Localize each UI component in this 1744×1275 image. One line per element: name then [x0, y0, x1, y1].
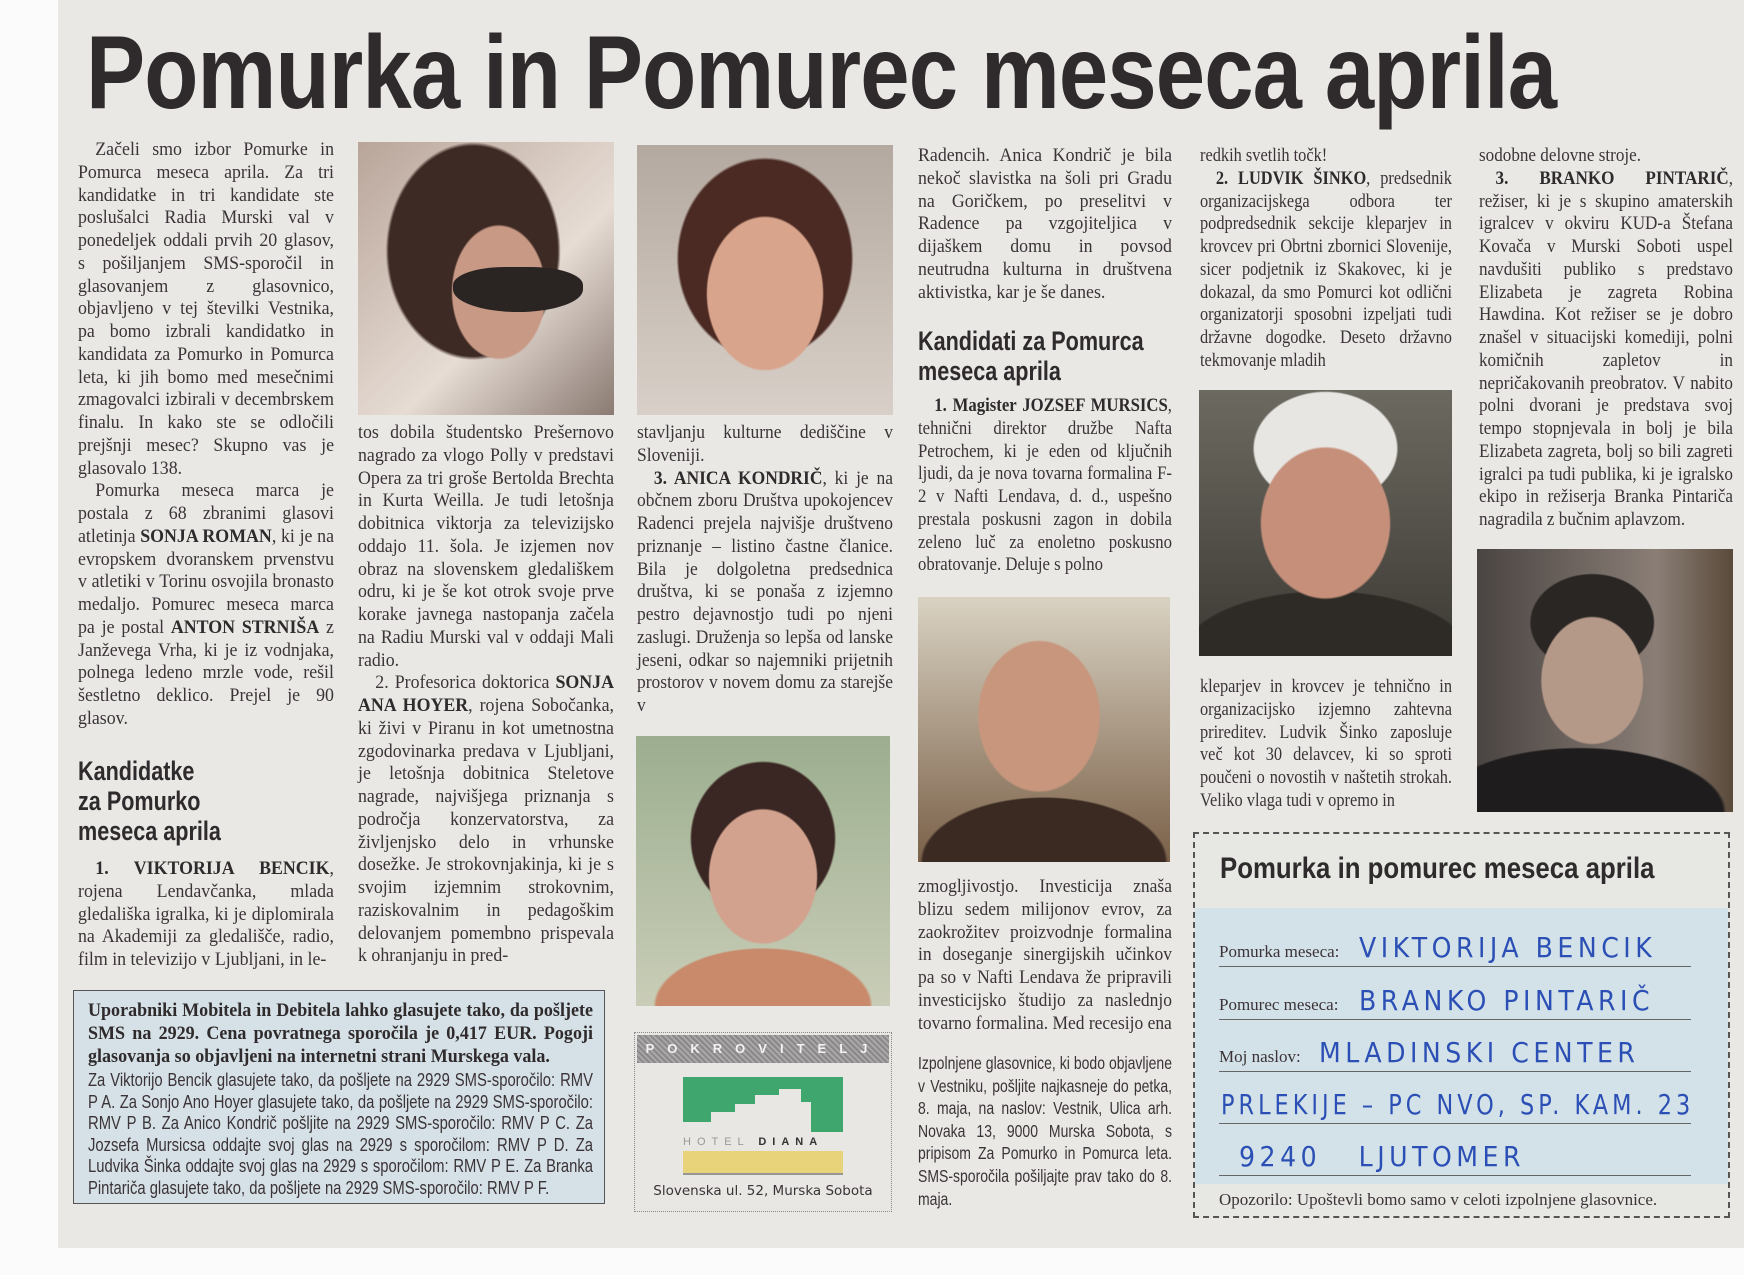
ballot-note: Opozorilo: Upoštevli bomo samo v celoti izpolnjene glasovnice. — [1219, 1190, 1658, 1209]
ballot-title: Pomurka in pomurec meseca aprila — [1220, 852, 1655, 885]
photo-sonja-ana-hoyer — [636, 736, 890, 1006]
article-title: Pomurka in Pomurec meseca aprila — [86, 15, 1557, 131]
paragraph — [1200, 145, 1452, 168]
pomurec-handwritten-value: BRANKO PINTARIČ — [1359, 984, 1655, 1017]
paragraph-text: , rojena Lendavčanka, mlada gledališka igralka, ki je diplomirala na Akademiji za gledališče, radio, film in televizijo v Ljubljani, in le- — [78, 858, 334, 970]
paragraph-text: Začeli smo izbor Pomurke in Pomurca meseca aprila. Za tri kandidatke in tri kandidate ste poslušalci Radia Murski val v ponedeljek oddali prvih 20 glasov, s pošiljanjem SMS-sporočil in glasovanjem z glasovnico, objavljeno v tej številki Vestnika, pa bomo izbrali kandidatko in kandidata za Pomurko in Pomurca leta, ki jih bomo med mesečnimi zmagovalci izbirali v decembrskem finalu. In kako ste se odločili prejšnji mesec? Skupno vas je glasovalo 138. — [78, 139, 334, 479]
photo-anica-kondric — [637, 145, 893, 415]
logo-hotel-text: HOTEL — [683, 1136, 750, 1148]
paragraph-text: , ki je na občnem zboru Društva upokojencev Radenci prejela najvišje društveno priznanje – listino častne članice. Bila je dolgoletna predsednica društva, ki se ponaša z izjemno pestro dejavnostjo tudi po njeni zaslugi. Druženja so lepša od lanske jeseni, odkar so najemniki prijetnih prostorov v novem domu za starejše v — [637, 467, 893, 716]
candidate-name: 3. ANICA KONDRIČ — [653, 467, 823, 489]
paragraph-text: , ki je na evropskem dvoranskem prvenstvu v atletiki v Torinu osvojila bronasto medaljo. Pomurec meseca marca pa je postal — [78, 525, 334, 638]
photo-jozsef-mursics — [918, 597, 1170, 862]
hotel-diana-logo — [683, 1077, 843, 1177]
heading-kandidati — [918, 326, 1166, 386]
column-4-top — [918, 145, 1172, 304]
paragraph-text: z Janževega Vrha, ki je iz vodnjaka, polnega ledeno mrzle vode, rešil šestletno deklico. Prejel je 90 glasov. — [78, 616, 334, 729]
heading-line: meseca aprila — [78, 816, 221, 846]
paragraph-text: Radencih. Anica Kondrič je bila nekoč slavistka na šoli pri Gradu na Goričkem, po preselitvi v Radence pa vzgojiteljica v dijaškem domu in povsod neutrudna kulturna in društvena aktivistka, kar je še danes. — [918, 145, 1172, 303]
paragraph — [918, 395, 1172, 577]
paragraph — [358, 672, 614, 968]
photo-viktorija-bencik — [358, 142, 614, 415]
address-line-3: 9240 LJUTOMER — [1239, 1140, 1525, 1173]
sms-voting-box — [73, 990, 605, 1204]
column-4-bottom — [918, 876, 1172, 1035]
paragraph — [1479, 145, 1733, 168]
pomurka-field[interactable] — [1219, 920, 1691, 967]
pomurec-label: Pomurec meseca: — [1219, 995, 1339, 1014]
column-3 — [637, 422, 893, 718]
paragraph-text: 2. Profesorica doktorica — [375, 672, 556, 694]
sms-box-intro: Uporabniki Mobitela in Debitela lahko glasujete tako, da pošljete SMS na 2929. Cena povratnega sporočila je 0,417 EUR. Pogoji glasovanja so objavljeni na internetni strani Murskega vala. — [88, 1000, 593, 1067]
address-field-2[interactable] — [1219, 1077, 1695, 1124]
address-field-3[interactable] — [1219, 1129, 1691, 1176]
column-2 — [358, 422, 614, 968]
heading-kandidatke — [78, 756, 235, 846]
paragraph-text: , tehnični direktor družbe Nafta Petrochem, ki je eden od ključnih ljudi, da je nova tovarna formalina F-2 v Nafti Lendava, d. d., uspešno prestala poskusni zagon in dobila zeleno luč za enoletno poskusno obratovanje. Deluje s polno — [918, 395, 1172, 576]
paragraph-text: , rojena Sobočanka, ki živi v Piranu in kot umetnostna zgodovinarka predava v Ljubljani, je letošnja dobitnica Steletove nagrade, najvišjega priznanja s področja konzervatorstva, za življenjsko delo in vrhunske dosežke. Je strokovnjakinja, ki je s svojim izjemnim strokovnim, raziskovalnim in pedagoškim delovanjem pomembno prispevala k ohranjanju in pred- — [358, 695, 614, 967]
paragraph-text: zmogljivostjo. Investicija znaša blizu sedem milijonov evrov, za zaokrožitev proizvodnje formalina in doseganje sinergijskih učinkov pa so v Nafti Lendava že pripravili investicijsko študijo za naslednjo tovarno formalina. Med recesijo ena — [918, 876, 1172, 1034]
paragraph — [918, 876, 1172, 1035]
address-label: Moj naslov: — [1219, 1047, 1301, 1066]
column-5-top — [1200, 145, 1452, 373]
paragraph-text: kleparjev in krovcev je tehnično in organizacijsko izjemno zahtevna prireditev. Ludvik Šinko zaposluje več kot 30 delavcev, ki so sproti poučeni o novostih v naštetih strokah. Veliko vlaga tudi v opremo in — [1200, 676, 1452, 811]
paragraph — [1479, 168, 1733, 532]
paragraph-text: sodobne delovne stroje. — [1479, 145, 1642, 166]
pomurka-handwritten-value: VIKTORIJA BENCIK — [1359, 931, 1657, 964]
column-4-mursics — [918, 395, 1172, 577]
paragraph — [78, 858, 334, 972]
paragraph-text: , režiser, ki je s skupino amaterskih igralcev v okviru KUD-a Štefana Kovača v Murski Soboti uspel navdušiti publiko s predstavo Elizabeta je zagreta Robina Hawdina. Kot režiser se je dobro znašel v situacijski komediji, polni komičnih zapletov in nepričakovanih preobratov. V nabito polni dvorani je predstava svoj tempo stopnjevala in bolj je bila Elizabeta zagreta, bolj so bili zagreti igralci pa tudi publika, ki je igralsko ekipo in režiserja Branka Pintariča nagradila z bučnim aplavzom. — [1479, 167, 1733, 530]
paragraph-text: Pomurka meseca marca je postala z 68 zbranimi glasovi atletinja — [78, 480, 334, 547]
paragraph — [637, 468, 893, 718]
pomurec-field[interactable] — [1219, 973, 1691, 1020]
column-6 — [1479, 145, 1733, 532]
address-line-2: PRLEKIJE – PC NVO, SP. KAM. 23 — [1221, 1088, 1695, 1121]
candidate-name: SONJA ANA HOYER — [358, 672, 614, 716]
paragraph-text: tos dobila študentsko Prešernovo nagrado za vlogo Polly v predstavi Opera za tri groše Bertolda Brechta in Kurta Weilla. Je tudi letošnja dobitnica viktorja za televizijsko oddajo 11. šola. Je izjemen nov obraz na slovenskem gledališkem odru, ki je še kot otrok svoje prve korake javnega nastopanja začela na Radiu Murski val v oddaji Mali radio. — [358, 422, 614, 671]
photo-ludvik-sinko — [1199, 390, 1452, 656]
column-1-top — [78, 139, 334, 731]
pomurka-label: Pomurka meseca: — [1219, 942, 1340, 961]
candidate-name: 2. LUDVIK ŠINKO — [1215, 167, 1367, 189]
candidate-name: 1. VIKTORIJA BENCIK — [95, 858, 330, 879]
sms-box-instructions: Za Viktorijo Bencik glasujete tako, da pošljete na 2929 SMS-sporočilo: RMV P A. Za Sonjo Ano Hoyer glasujete tako, da pošljete na 2929 SMS-sporočilo: RMV P B. Za Anico Kondrič pošljite na 2929 SMS-sporočilo: RMV P C. Za Jozsefa Mursicsa oddajte svoj glas na 2929 s sporočilom: RMV P D. Za Ludvika Šinka oddajte svoj glas na 2929 s sporočilom: RMV P E. Za Branka Pintariča glasujete tako, da pošljete na 2929 SMS-sporočilo: RMV P F. — [88, 1069, 593, 1198]
heading-line: za Pomurko — [78, 786, 201, 816]
candidate-name: SONJA ROMAN — [140, 525, 272, 547]
heading-line: Kandidati za Pomurca — [918, 326, 1144, 356]
paragraph — [1200, 168, 1452, 373]
candidate-name: ANTON STRNIŠA — [170, 616, 320, 638]
paragraph — [918, 145, 1172, 304]
paragraph — [78, 139, 334, 480]
paragraph — [1200, 676, 1452, 813]
hotel-building-logo-icon — [683, 1077, 843, 1177]
paragraph-text: stavljanju kulturne dediščine v Sloveniji. — [637, 422, 893, 466]
sponsor-address: Slovenska ul. 52, Murska Sobota — [653, 1183, 873, 1199]
column-1-bottom — [78, 858, 334, 972]
photo-branko-pintaric — [1477, 549, 1733, 812]
column-5-bottom — [1200, 676, 1452, 813]
sponsor-box — [634, 1032, 892, 1212]
ballot-form — [1193, 832, 1730, 1218]
paragraph — [637, 422, 893, 468]
sponsor-header: POKROVITELJ — [637, 1035, 889, 1063]
candidate-name: 1. Magister JOZSEF MURSICS — [934, 395, 1168, 416]
paragraph — [358, 422, 614, 672]
sunglasses-shape — [453, 267, 583, 312]
paragraph-text: , predsednik organizacijskega odbora ter podpredsednik sekcije kleparjev in krovcev pri Obrtni zbornici Slovenije, sicer podjetnik iz Skakovec, ki je dokazal, da smo Pomurci kot odlični organizatorji sposobni izpeljati tudi državne dogodke. Deseto državno tekmovanje mladih — [1200, 167, 1452, 371]
heading-line: meseca aprila — [918, 356, 1061, 386]
address-field-1[interactable] — [1219, 1025, 1691, 1072]
address-line-1: MLADINSKI CENTER — [1319, 1036, 1640, 1069]
logo-diana-text: DIANA — [758, 1136, 824, 1148]
paragraph-text: redkih svetlih točk! — [1200, 145, 1328, 166]
candidate-name: 3. BRANKO PINTARIČ — [1495, 167, 1729, 189]
paragraph — [78, 480, 334, 730]
heading-line: Kandidatke — [78, 756, 195, 786]
mail-notice: Izpolnjene glasovnice, ki bodo objavljene v Vestniku, pošljite najkasneje do petka, 8. maja, na naslov: Vestnik, Ulica arh. Novaka 13, 9000 Murska Sobota, s pripisom Za Pomurko in Pomurca leta. SMS-sporočila pošiljajte prav tako do 8. maja. — [918, 1053, 1172, 1209]
